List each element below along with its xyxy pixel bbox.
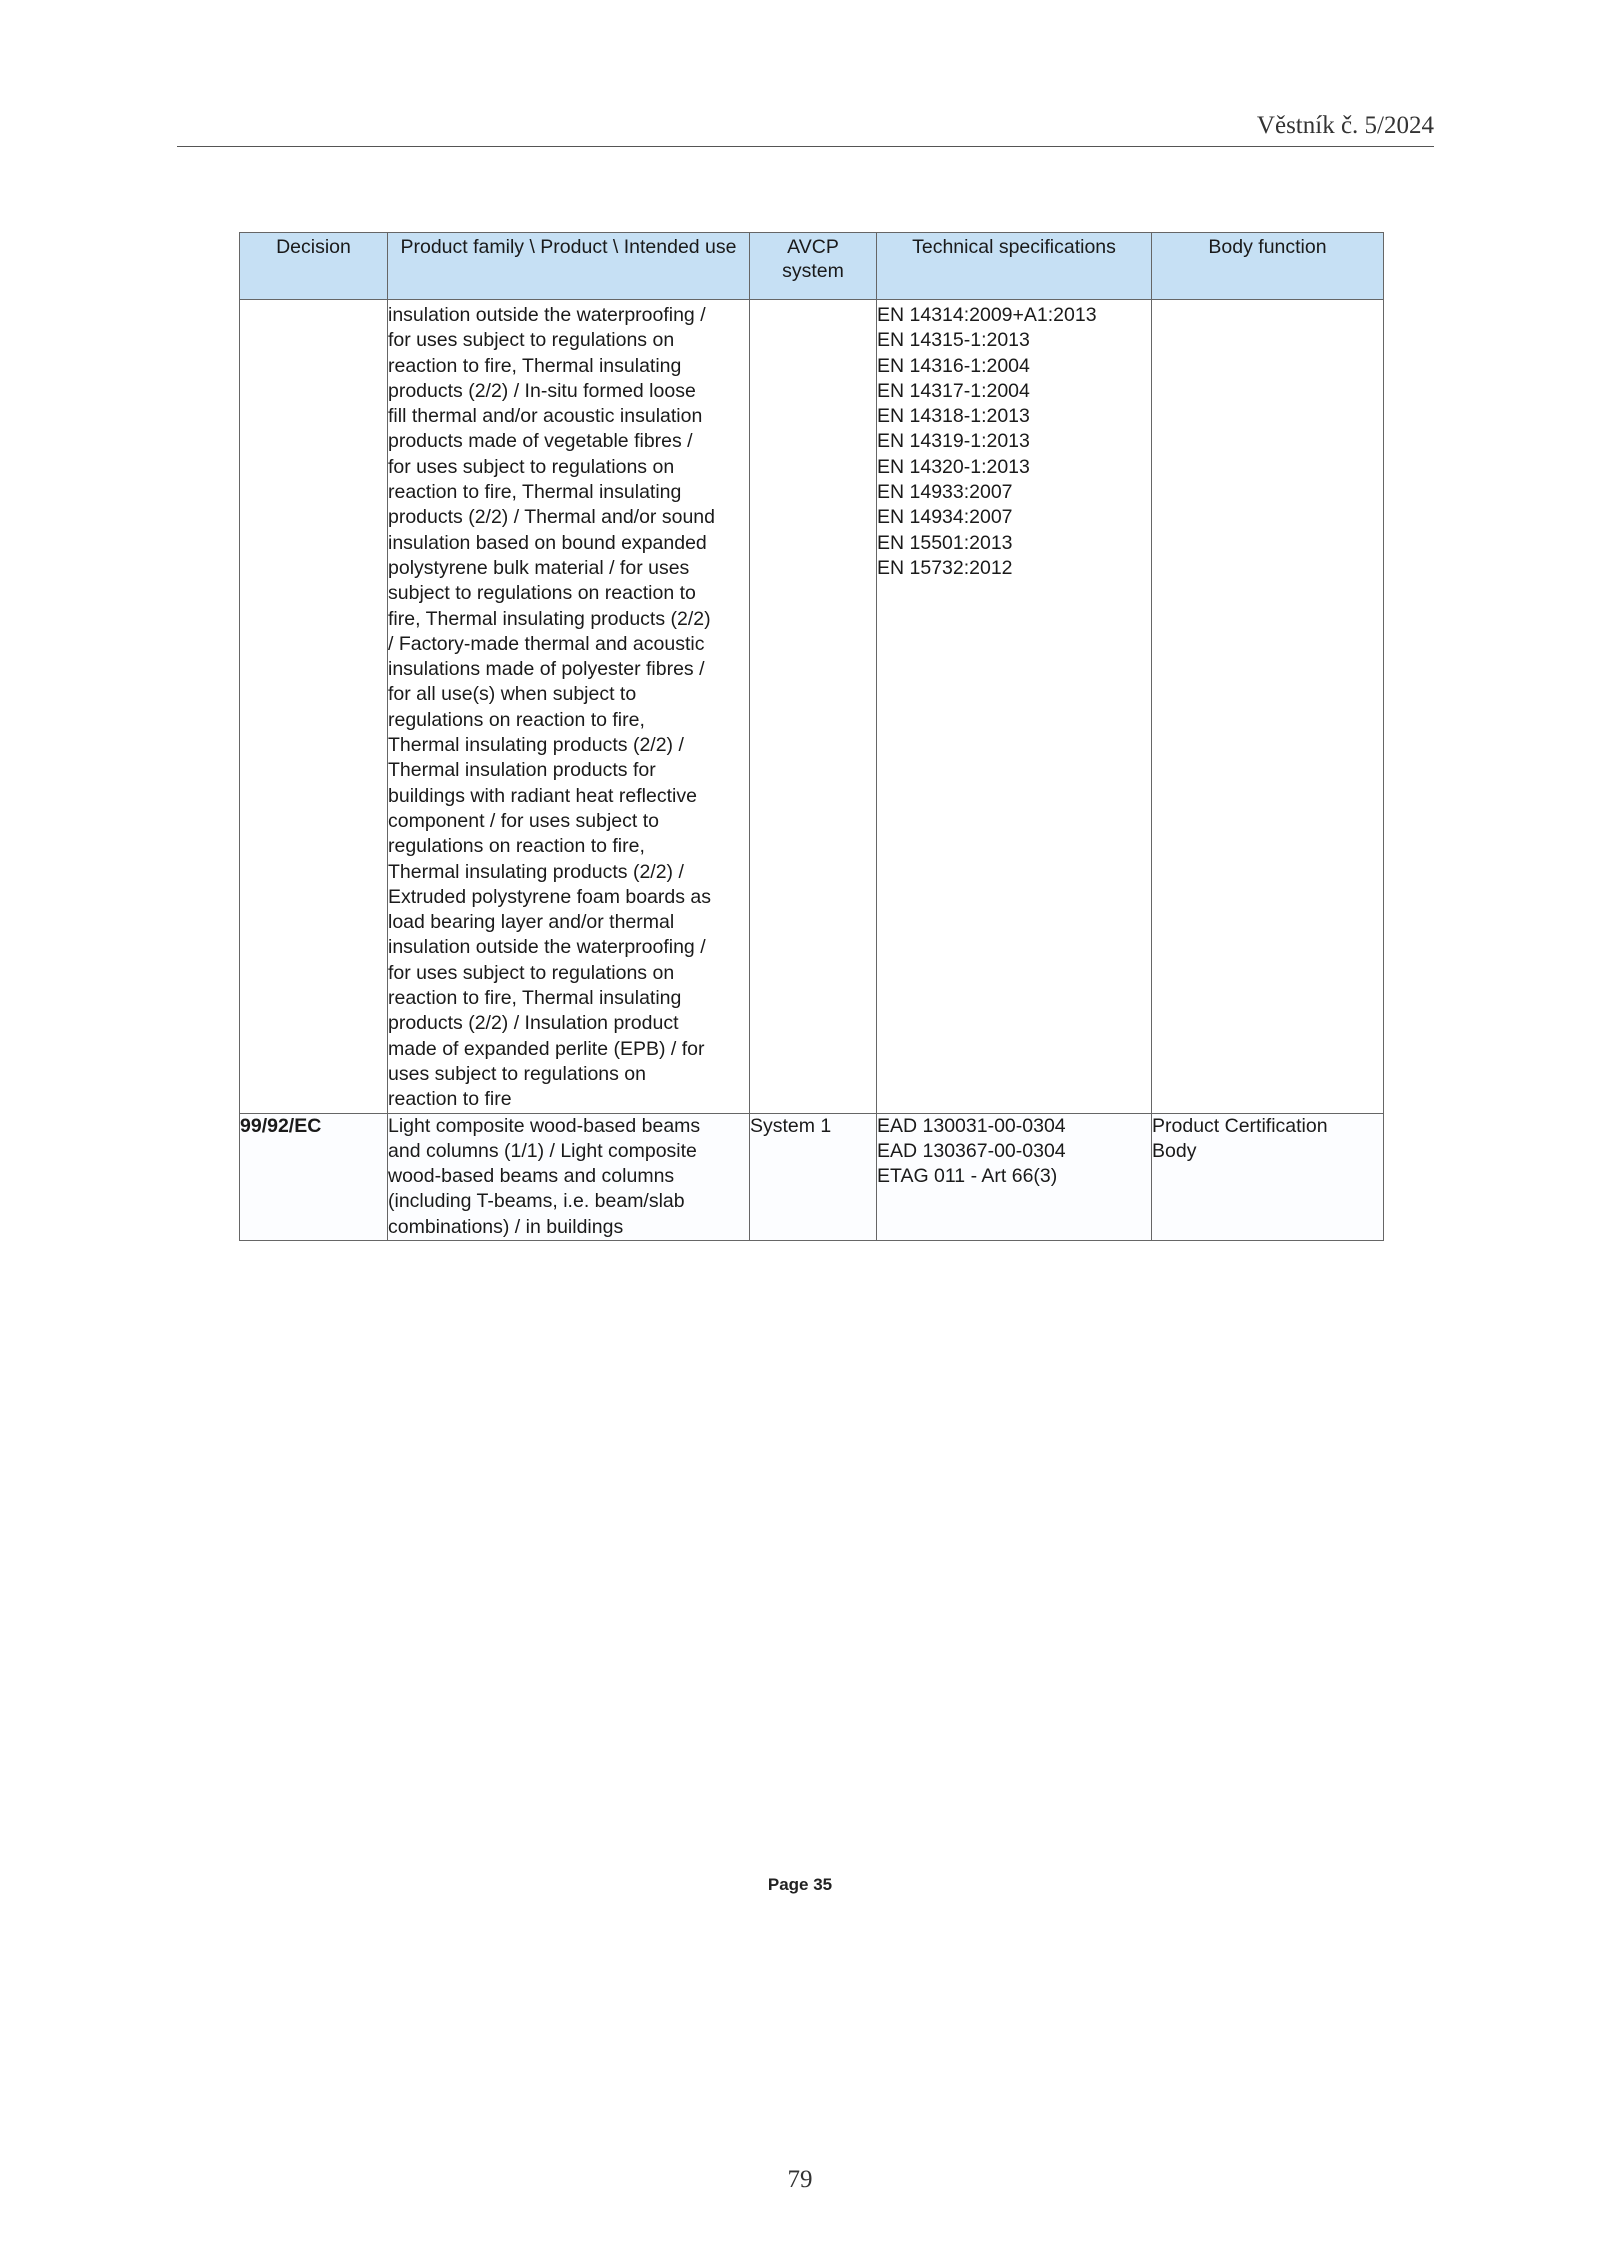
product-line: products (2/2) / Insulation product [388, 1012, 679, 1035]
source-page-label: Page 35 [767, 1875, 833, 1894]
product-line: regulations on reaction to fire, [388, 835, 645, 858]
spec-line: EN 14315-1:2013 [877, 329, 1030, 352]
col-header-decision: Decision [240, 233, 388, 300]
product-line: for all use(s) when subject to [388, 683, 637, 706]
product-line: reaction to fire, Thermal insulating [388, 354, 682, 377]
product-lines [388, 1114, 747, 1240]
col-header-product-family: Product family \ Product \ Intended use [388, 233, 750, 300]
product-line: buildings with radiant heat reflective [388, 784, 697, 807]
cell-decision [240, 1113, 388, 1240]
cell-product-family [388, 300, 750, 1114]
product-line: insulation outside the waterproofing / [388, 936, 706, 959]
spec-line: EN 14933:2007 [877, 481, 1013, 504]
spec-line: EN 15732:2012 [877, 556, 1013, 579]
product-line: insulation based on bound expanded [388, 531, 707, 554]
spec-line: EN 15501:2013 [877, 531, 1013, 554]
col-header-avcp-system: AVCP system [750, 233, 877, 300]
product-line: regulations on reaction to fire, [388, 708, 645, 731]
cell-technical-specifications [877, 1113, 1152, 1240]
spec-line: EN 14317-1:2004 [877, 379, 1030, 402]
product-line: reaction to fire, Thermal insulating [388, 481, 682, 504]
spec-line: EAD 130031-00-0304 [877, 1114, 1066, 1137]
spec-line: EN 14319-1:2013 [877, 430, 1030, 453]
body-lines [1152, 1114, 1381, 1165]
cell-avcp-system [750, 300, 877, 1114]
product-line: subject to regulations on reaction to [388, 582, 696, 605]
col-header-body-function: Body function [1152, 233, 1384, 300]
spec-line: EN 14318-1:2013 [877, 405, 1030, 428]
product-line: and columns (1/1) / Light composite [388, 1139, 697, 1162]
product-line: wood-based beams and columns [388, 1165, 675, 1188]
table-header-row [240, 233, 1384, 300]
product-line: fire, Thermal insulating products (2/2) [388, 607, 711, 630]
product-line: uses subject to regulations on [388, 1062, 646, 1085]
product-line: made of expanded perlite (EPB) / for [388, 1037, 705, 1060]
spec-line: ETAG 011 - Art 66(3) [877, 1165, 1058, 1188]
product-line: component / for uses subject to [388, 809, 659, 832]
cell-technical-specifications [877, 300, 1152, 1114]
product-line: polystyrene bulk material / for uses [388, 556, 690, 579]
product-line: Thermal insulating products (2/2) / [388, 860, 684, 883]
running-header [177, 112, 1434, 147]
spec-line: EN 14314:2009+A1:2013 [877, 304, 1097, 326]
table-row-continuation [240, 300, 1384, 1114]
body-line: Product Certification [1152, 1114, 1328, 1137]
spec-lines [877, 303, 1149, 581]
product-line: Extruded polystyrene foam boards as [388, 885, 712, 908]
cell-decision [240, 300, 388, 1114]
product-line: Thermal insulating products (2/2) / [388, 734, 684, 757]
body-line: Body [1152, 1139, 1197, 1162]
product-lines [388, 303, 747, 1113]
product-line: products (2/2) / Thermal and/or sound [388, 506, 715, 529]
cell-body-function [1152, 1113, 1384, 1240]
cell-avcp-system: System 1 [750, 1113, 877, 1240]
cell-body-function [1152, 300, 1384, 1114]
product-line: for uses subject to regulations on [388, 961, 675, 984]
product-line: Thermal insulation products for [388, 759, 656, 782]
product-line: products made of vegetable fibres / [388, 430, 693, 453]
decision-code: 99/92/EC [240, 1114, 322, 1137]
spec-line: EAD 130367-00-0304 [877, 1139, 1066, 1162]
product-line: for uses subject to regulations on [388, 455, 675, 478]
product-line: reaction to fire [388, 1088, 512, 1111]
spec-line: EN 14320-1:2013 [877, 455, 1030, 478]
product-line: insulation outside the waterproofing / [388, 304, 706, 326]
product-line: Light composite wood-based beams [388, 1114, 701, 1137]
spec-lines [877, 1114, 1149, 1190]
product-line: (including T-beams, i.e. beam/slab [388, 1190, 685, 1213]
spec-line: EN 14316-1:2004 [877, 354, 1030, 377]
col-header-technical-specifications: Technical specifications [877, 233, 1152, 300]
product-line: products (2/2) / In-situ formed loose [388, 379, 696, 402]
table-row-99-92-ec [240, 1113, 1384, 1240]
cell-product-family [388, 1113, 750, 1240]
page-number: 79 [787, 2166, 813, 2193]
spec-line: EN 14934:2007 [877, 506, 1013, 529]
product-line: for uses subject to regulations on [388, 329, 675, 352]
product-line: load bearing layer and/or thermal [388, 911, 675, 934]
product-line: insulations made of polyester fibres / [388, 658, 705, 681]
product-line: reaction to fire, Thermal insulating [388, 987, 682, 1010]
product-line: / Factory-made thermal and acoustic [388, 632, 705, 655]
product-table [239, 232, 1384, 1241]
product-line: combinations) / in buildings [388, 1215, 624, 1238]
product-line: fill thermal and/or acoustic insulation [388, 405, 703, 428]
bulletin-title: Věstník č. 5/2024 [1256, 112, 1434, 139]
